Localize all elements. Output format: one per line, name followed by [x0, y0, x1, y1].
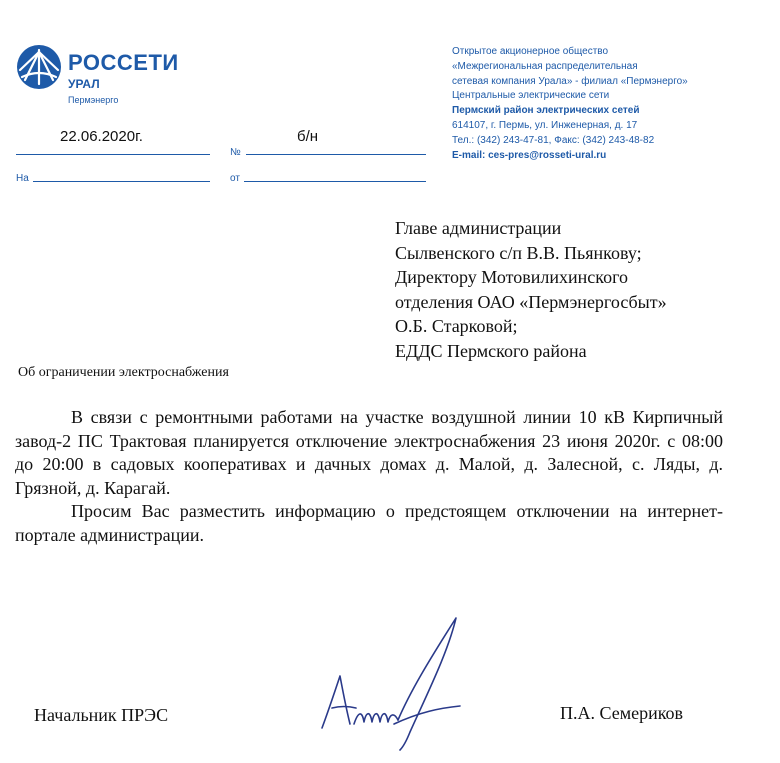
- org-district: Пермский район электрических сетей: [452, 105, 640, 117]
- org-line: Открытое акционерное общество: [452, 46, 609, 57]
- handwritten-signature-icon: [310, 612, 470, 752]
- logo-branch: Пермэнерго: [68, 95, 119, 105]
- org-address: 614107, г. Пермь, ул. Инженерная, д. 17: [452, 119, 638, 131]
- addressee-line: О.Б. Старковой;: [395, 316, 518, 336]
- addressee-line: Директору Мотовилихинского: [395, 267, 629, 287]
- org-email: E-mail: ces-pres@rosseti-ural.ru: [452, 149, 607, 161]
- organization-header: [452, 45, 772, 163]
- rosseti-logo-icon: [16, 44, 62, 90]
- org-phones: Тел.: (342) 243-47-81, Факс: (342) 243-48-82: [452, 134, 655, 146]
- from-label: от: [230, 173, 240, 184]
- letter-body: [15, 406, 723, 547]
- reference-underline: [33, 181, 210, 182]
- date-underline: [16, 154, 210, 155]
- number-underline: [246, 154, 426, 155]
- org-line: Центральные электрические сети: [452, 90, 610, 102]
- org-line: сетевая компания Урала» - филиал «Пермэнерго»: [452, 75, 688, 87]
- addressee-block: [395, 216, 770, 363]
- letter-subject: Об ограничении электроснабжения: [18, 365, 229, 380]
- body-paragraph: В связи с ремонтными работами на участке воздушной линии 10 кВ Кирпичный завод-2 ПС Трактовая планируется отключение электроснабжения 23 июня 2020г. с 08:00 до 20:00 в садовых кооперативах и дачных домах д. Малой, д. Залесной, с. Ляды, д. Грязной, д. Карагай.: [15, 407, 723, 498]
- from-underline: [244, 181, 426, 182]
- body-paragraph: Просим Вас разместить информацию о предстоящем отключении на интернет-портале администрации.: [15, 501, 723, 545]
- document-number: б/н: [297, 128, 319, 145]
- addressee-line: Сылвенского с/п В.В. Пьянкову;: [395, 242, 642, 263]
- logo-region: УРАЛ: [68, 77, 100, 91]
- logo-company-name: РОССЕТИ: [68, 50, 179, 75]
- signatory-position: Начальник ПРЭС: [34, 705, 169, 725]
- reference-label: На: [16, 173, 29, 184]
- addressee-line: ЕДДС Пермского района: [395, 340, 587, 361]
- document-date: 22.06.2020г.: [60, 128, 143, 145]
- addressee-line: Главе администрации: [395, 218, 562, 238]
- signatory-name: П.А. Семериков: [560, 703, 684, 723]
- number-label: №: [230, 147, 241, 158]
- org-line: «Межрегиональная распределительная: [452, 60, 638, 72]
- addressee-line: отделения ОАО «Пермэнергосбыт»: [395, 291, 667, 312]
